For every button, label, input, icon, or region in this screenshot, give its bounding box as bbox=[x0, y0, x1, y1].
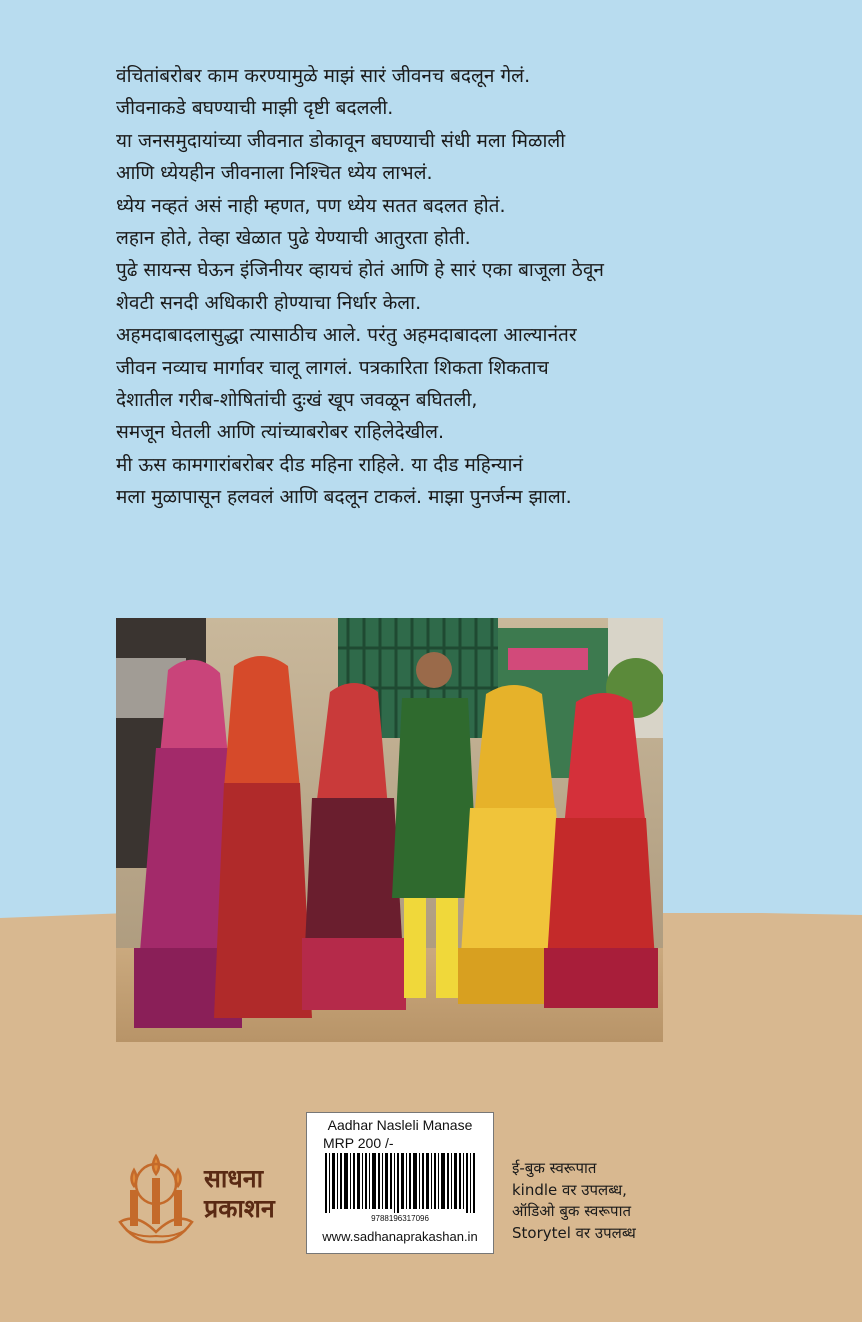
paragraph-line: समजून घेतली आणि त्यांच्याबरोबर राहिलेदेखील. bbox=[116, 421, 445, 444]
ebook-line: ऑडिओ बुक स्वरूपात bbox=[512, 1202, 632, 1220]
publisher-url: www.sadhanaprakashan.in bbox=[322, 1229, 478, 1244]
ebook-line: Storytel वर उपलब्ध bbox=[512, 1223, 636, 1242]
ebook-availability bbox=[512, 1158, 636, 1244]
paragraph-line: ध्येय नव्हतं असं नाही म्हणत, पण ध्येय सतत बदलत होतं. bbox=[116, 194, 506, 217]
ebook-line: ई-बुक स्वरूपात bbox=[512, 1159, 597, 1177]
paragraph-line: जीवनाकडे बघण्याची माझी दृष्टी बदलली. bbox=[116, 97, 394, 120]
paragraph-line: जीवन नव्याच मार्गावर चालू लागलं. पत्रकारिता शिकता शिकताच bbox=[116, 356, 549, 379]
paragraph-line: लहान होते, तेव्हा खेळात पुढे येण्याची आतुरता होती. bbox=[116, 227, 471, 250]
candles-logo-icon bbox=[116, 1152, 196, 1248]
paragraph-line: शेवटी सनदी अधिकारी होण्याचा निर्धार केला. bbox=[116, 291, 422, 314]
publisher-name bbox=[204, 1164, 275, 1224]
paragraph-line: अहमदाबादलासुद्धा त्यासाठीच आले. परंतु अहमदाबादला आल्यानंतर bbox=[116, 324, 577, 347]
price-label: MRP 200 /- bbox=[323, 1135, 394, 1151]
paragraph-line: या जनसमुदायांच्या जीवनात डोकावून बघण्याची संधी मला मिळाली bbox=[116, 129, 566, 152]
publisher-name-line: साधना bbox=[204, 1164, 264, 1193]
publisher-name-line: प्रकाशन bbox=[204, 1194, 275, 1223]
paragraph-line: आणि ध्येयहीन जीवनाला निश्चित ध्येय लाभलं. bbox=[116, 162, 433, 185]
back-cover-paragraph bbox=[116, 60, 756, 514]
ebook-line: kindle वर उपलब्ध, bbox=[512, 1180, 627, 1199]
paragraph-line: पुढे सायन्स घेऊन इंजिनीयर व्हायचं होतं आणि हे सारं एका बाजूला ठेवून bbox=[116, 259, 604, 282]
isbn-number: 9788196317096 bbox=[371, 1214, 429, 1223]
barcode-panel bbox=[306, 1112, 494, 1254]
barcode-icon bbox=[325, 1153, 475, 1213]
paragraph-line: वंचितांबरोबर काम करण्यामुळे माझं सारं जीवनच बदलून गेलं. bbox=[116, 65, 531, 87]
paragraph-line: देशातील गरीब-शोषितांची दुःखं खूप जवळून बघितली, bbox=[116, 389, 478, 412]
book-title-label: Aadhar Nasleli Manase bbox=[327, 1117, 473, 1133]
paragraph-line: मला मुळापासून हलवलं आणि बदलून टाकलं. माझा पुनर्जन्म झाला. bbox=[116, 486, 572, 509]
paragraph-line: मी ऊस कामगारांबरोबर दीड महिना राहिले. या दीड महिन्यानं bbox=[116, 453, 523, 476]
group-photo bbox=[116, 618, 663, 1042]
